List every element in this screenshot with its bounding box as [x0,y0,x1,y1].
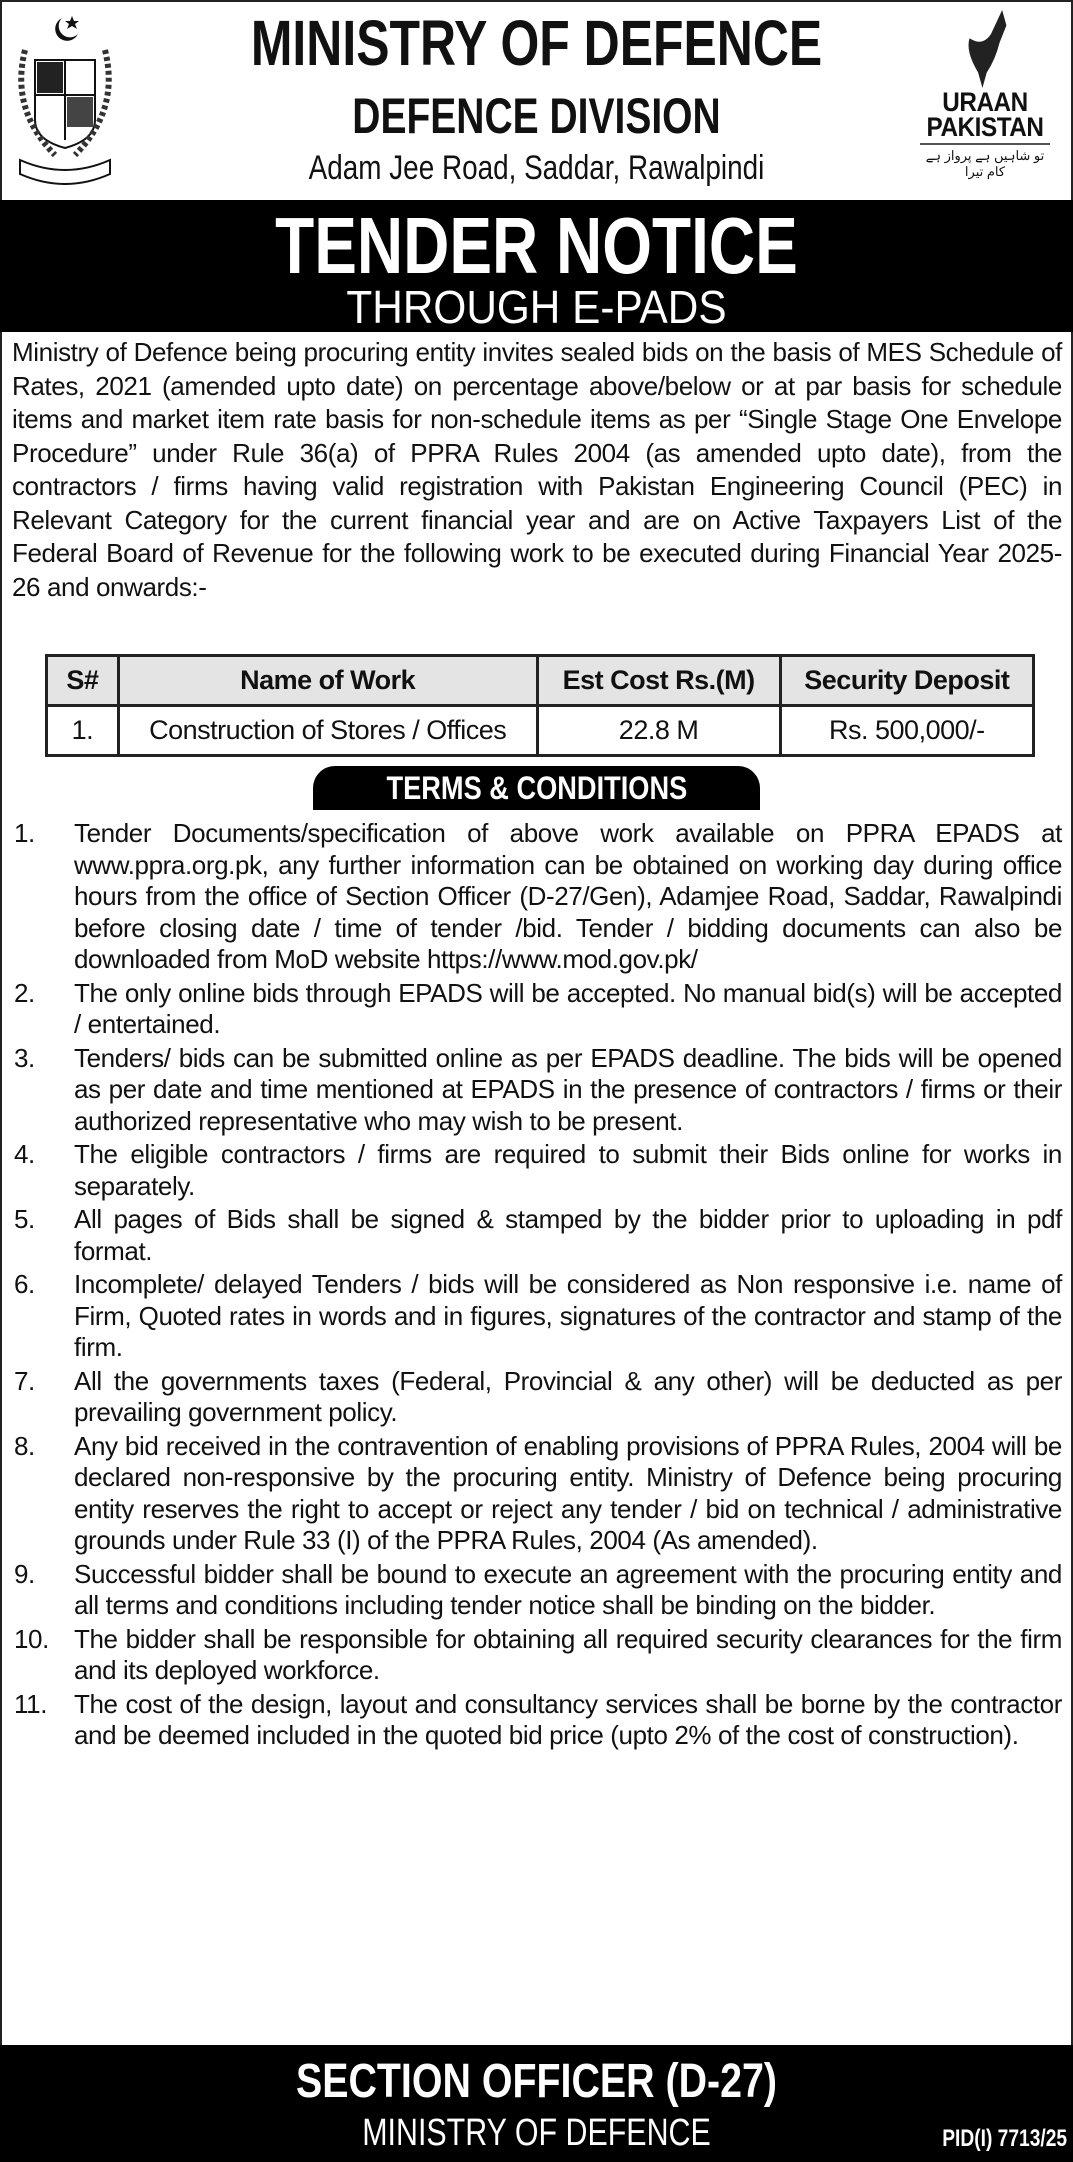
cell-name: Construction of Stores / Offices [118,706,537,756]
terms-list [12,818,1062,1754]
term-text: Successful bidder shall be bound to execute an agreement with the procuring entity and all terms and conditions including tender notice shall be binding on the bidder. [74,1558,1062,1620]
terms-heading-text: TERMS & CONDITIONS [386,770,687,806]
term-number: 10. [14,1623,49,1654]
term-text: All pages of Bids shall be signed & stamped by the bidder prior to uploading in pdf format. [74,1204,1062,1266]
term-number: 2. [14,977,35,1008]
ministry-title: MINISTRY OF DEFENCE [250,7,823,79]
term-number: 6. [14,1269,35,1299]
notice-title: TENDER NOTICE [275,201,798,290]
eagle-icon [955,8,1015,90]
term-item [12,1689,1062,1752]
term-number: 3. [14,1042,35,1073]
col-header-name: Name of Work [118,656,537,706]
term-text: Tender Documents/specification of above work available on PPRA EPADS at www.ppra.org.pk, any further information can be obtained on working day during office hours from the office of Section Officer (D-27/Gen), Adamjee Road, Saddar, Rawalpindi before closing date / time of tender /bid. Tender / bidding documents can also be downloaded from MoD website https://www.mod.gov.pk/ [74,818,1062,974]
term-number: 11. [14,1688,48,1719]
term-number: 4. [14,1139,35,1169]
col-header-sno: S# [47,656,119,706]
term-text: The bidder shall be responsible for obtaining all required security clearances for the firm and its deployed workforce. [74,1623,1062,1685]
cell-sno: 1. [47,706,119,756]
col-header-deposit: Security Deposit [780,656,1033,706]
signatory-title: SECTION OFFICER (D-27) [295,2055,778,2108]
term-text: The cost of the design, layout and consultancy services shall be borne by the contractor and be deemed included in the quoted bid price (upto 2% of the cost of construction). [74,1688,1062,1750]
term-number: 8. [14,1430,35,1461]
term-item [12,1431,1062,1557]
term-text: The eligible contractors / firms are required to submit their Bids online for works in separately. [74,1139,1062,1201]
cell-cost: 22.8 M [537,706,780,756]
term-item [12,1139,1062,1202]
logo-tagline: تو شاہیں ہے پرواز ہے کام تیرا [920,143,1050,180]
logo-text-pakistan: PAKISTAN [926,112,1044,142]
term-item [12,1043,1062,1138]
term-number: 7. [14,1365,35,1396]
col-header-cost: Est Cost Rs.(M) [537,656,780,706]
term-text: All the governments taxes (Federal, Provincial & any other) will be deducted as per prevailing government policy. [74,1365,1062,1427]
address: Adam Jee Road, Saddar, Rawalpindi [308,149,765,187]
term-text: Incomplete/ delayed Tenders / bids will be considered as Non responsive i.e. name of Firm, Quoted rates in words and in figures, signatures of the contractor and stamp of the firm. [74,1269,1062,1362]
term-item [12,818,1062,976]
terms-heading [313,766,760,810]
cell-deposit: Rs. 500,000/- [780,706,1033,756]
term-item [12,1624,1062,1687]
term-item [12,978,1062,1041]
works-table [45,654,1035,757]
term-text: The only online bids through EPADS will be accepted. No manual bid(s) will be accepted / entertained. [74,977,1062,1039]
division-title: DEFENCE DIVISION [352,88,721,144]
footer [0,2045,1073,2162]
term-number: 9. [14,1558,35,1589]
intro-paragraph: Ministry of Defence being procuring entity invites sealed bids on the basis of MES Schedule of Rates, 2021 (amended upto date) on percentage above/below or at par basis for schedule items and market item rate basis for non-schedule items as per “Single Stage One Envelope Procedure” under Rule 36(a) of PPRA Rules 2004 (as amended upto date), from the contractors / firms having valid registration with Pakistan Engineering Council (PEC) in Relevant Category for the current financial year and are on Active Taxpayers List of the Federal Board of Revenue for the following work to be executed during Financial Year 2025-26 and onwards:- [12,337,1062,602]
term-text: Any bid received in the contravention of enabling provisions of PPRA Rules, 2004 will be declared non-responsive by the procuring entity. Ministry of Defence being procuring entity reserves the right to accept or reject any tender / bid on technical / administrative grounds under Rule 33 (I) of the PPRA Rules, 2004 (As amended). [74,1430,1062,1555]
term-item [12,1269,1062,1364]
term-text: Tenders/ bids can be submitted online as per EPADS deadline. The bids will be opened as per date and time mentioned at EPADS in the presence of contractors / firms or their authorized representative who may wish to be present. [74,1042,1062,1136]
table-header-row [47,656,1034,706]
header [0,0,1073,200]
notice-subtitle: THROUGH E-PADS [346,281,727,333]
term-item [12,1204,1062,1267]
table-row [47,706,1034,756]
pid-number: PID(I) 7713/25 [942,2125,1067,2152]
signatory-org: MINISTRY OF DEFENCE [362,2112,711,2154]
logo-text-uraan: URAAN [942,87,1028,117]
banner [0,200,1073,332]
term-number: 1. [14,818,35,848]
term-item [12,1559,1062,1622]
term-number: 5. [14,1204,35,1234]
term-item [12,1366,1062,1429]
